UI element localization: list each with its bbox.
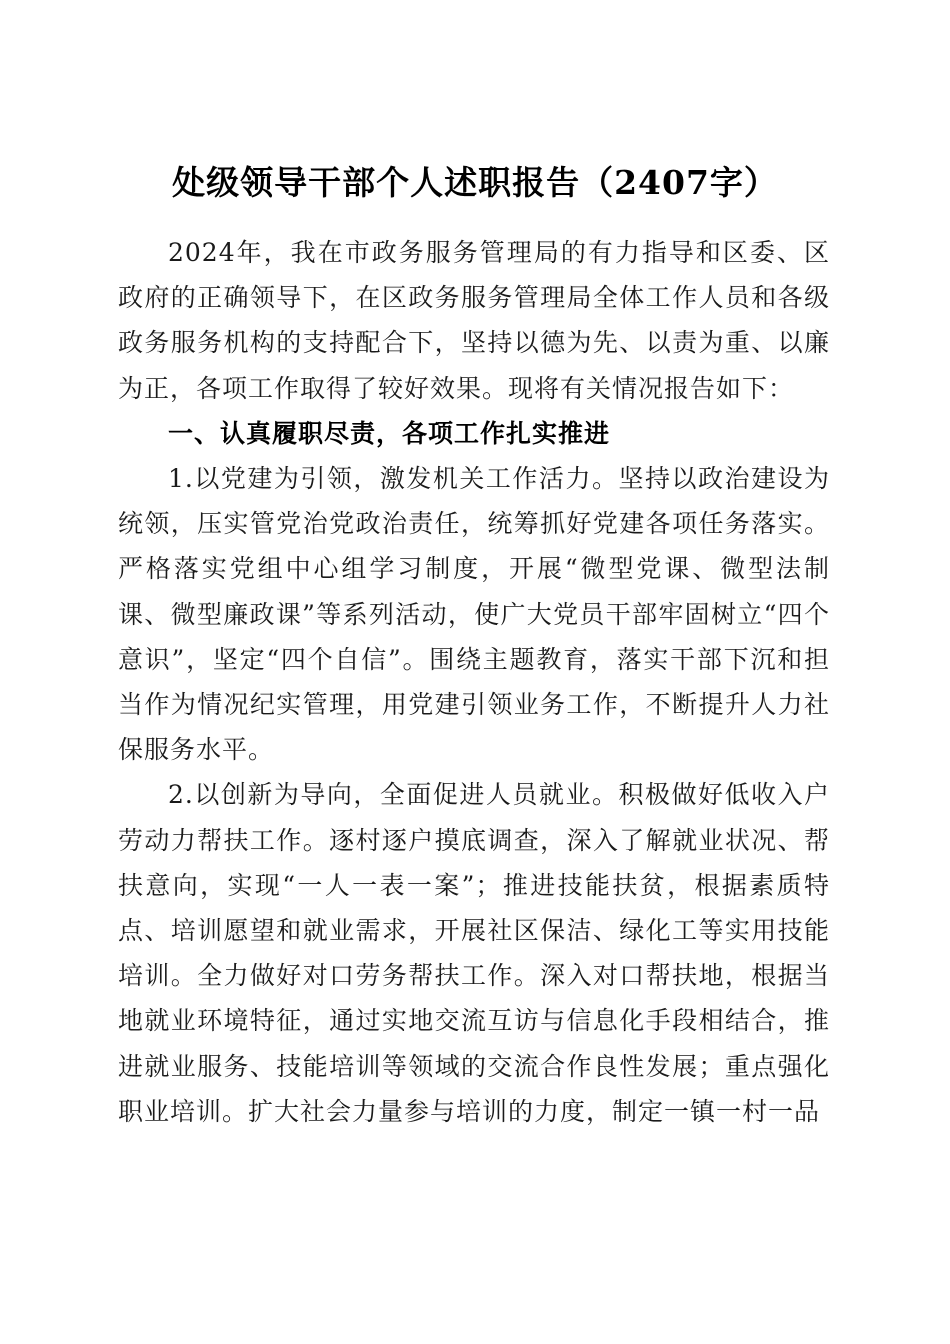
section-heading: 一、认真履职尽责，各项工作扎实推进 [168, 418, 611, 448]
intro-paragraph: 2024年，我在市政务服务管理局的有力指导和区委、区政府的正确领导下，在区政务服务管理局全体工作人员和各级政务服务机构的支持配合下，坚持以德为先、以责为重、以廉为正，各项工作取得了较好效果。现将有关情况报告如下： [118, 238, 830, 403]
item-1-paragraph: 1.以党建为引领，激发机关工作活力。坚持以政治建设为统领，压实管党治党政治责任，统筹抓好党建各项任务落实。严格落实党组中心组学习制度，开展“微型党课、微型法制课、微型廉政课”等系列活动，使广大党员干部牢固树立“四个意识”，坚定“四个自信”。围绕主题教育，落实干部下沉和担当作为情况纪实管理，用党建引领业务工作，不断提升人力社保服务水平。 [118, 464, 830, 765]
page-title: 处级领导干部个人述职报告（2407字） [172, 163, 778, 203]
document-body [118, 230, 830, 1134]
item-2-paragraph: 2.以创新为导向，全面促进人员就业。积极做好低收入户劳动力帮扶工作。逐村逐户摸底调查，深入了解就业状况、帮扶意向，实现“一人一表一案”；推进技能扶贫，根据素质特点、培训愿望和就业需求，开展社区保洁、绿化工等实用技能培训。全力做好对口劳务帮扶工作。深入对口帮扶地，根据当地就业环境特征，通过实地交流互访与信息化手段相结合，推进就业服务、技能培训等领域的交流合作良性发展；重点强化职业培训。扩大社会力量参与培训的力度，制定一镇一村一品 [118, 780, 830, 1126]
